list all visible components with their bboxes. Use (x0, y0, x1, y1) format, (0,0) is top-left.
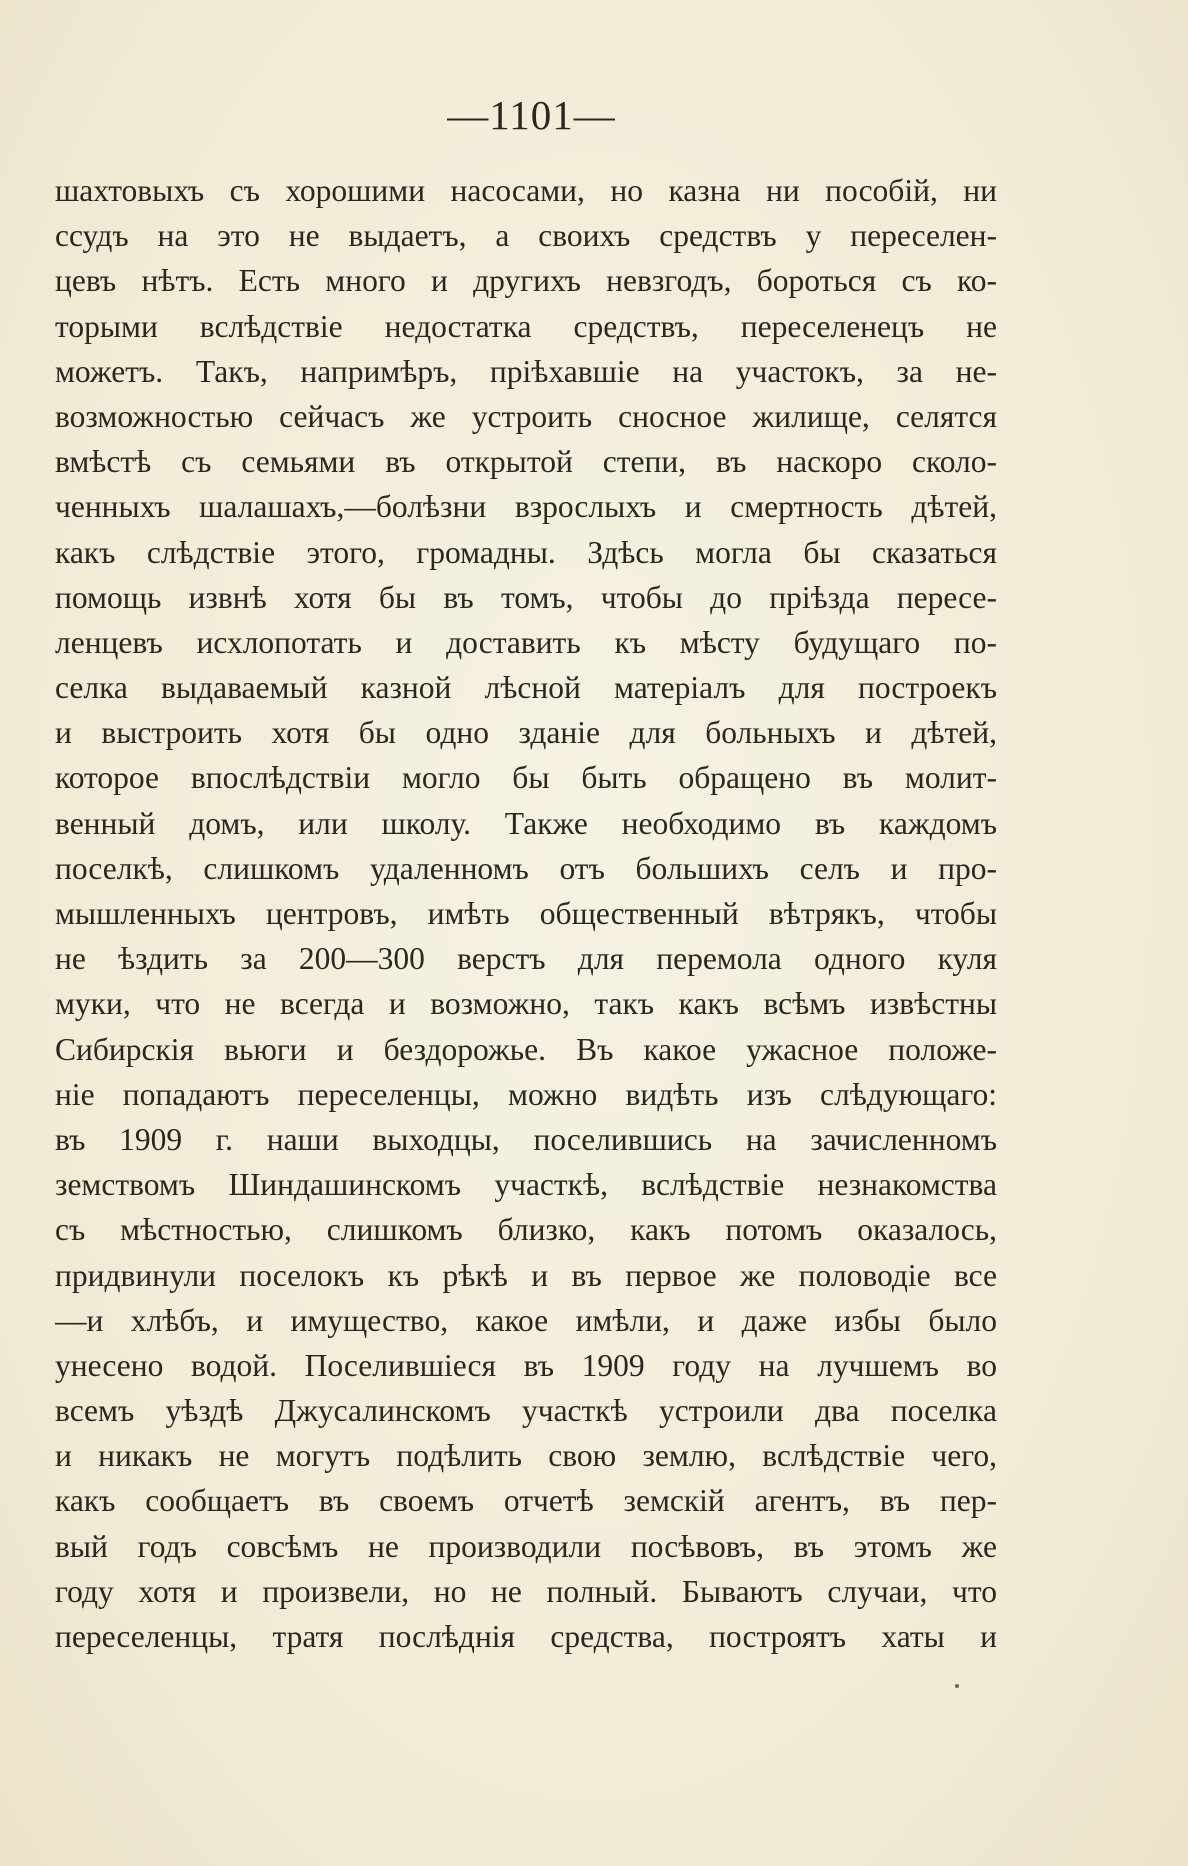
text-line: унесено водой. Поселившіеся въ 1909 году на лучшемъ во (55, 1347, 997, 1383)
text-line: муки, что не всегда и возможно, такъ какъ всѣмъ извѣстны (55, 986, 997, 1022)
text-line: торыми вслѣдствіе недостатка средствъ, переселенецъ не (55, 308, 997, 344)
text-line: всемъ уѣздѣ Джусалинскомъ участкѣ устроили два поселка (55, 1393, 997, 1429)
text-line: вмѣстѣ съ семьями въ открытой степи, въ наскоро сколо- (55, 444, 997, 480)
text-line: поселкѣ, слишкомъ удаленномъ отъ большихъ селъ и про- (55, 850, 997, 886)
text-line: можетъ. Такъ, напримѣръ, пріѣхавшіе на участокъ, за не- (55, 353, 997, 389)
text-line: селка выдаваемый казной лѣсной матеріалъ для построекъ (55, 670, 997, 706)
text-line: мышленныхъ центровъ, имѣть общественный вѣтрякъ, чтобы (55, 896, 997, 931)
text-line: ченныхъ шалашахъ,—болѣзни взрослыхъ и смертность дѣтей, (55, 489, 997, 525)
text-line: въ 1909 г. наши выходцы, поселившись на зачисленномъ (55, 1121, 997, 1157)
text-line: году хотя и произвели, но не полный. Бываютъ случаи, что (55, 1573, 997, 1609)
text-line: ленцевъ исхлопотать и доставить къ мѣсту будущаго по- (55, 624, 997, 660)
text-line: вый годъ совсѣмъ не производили посѣвовъ, въ этомъ же (55, 1528, 997, 1564)
page-number: —1101— (447, 92, 616, 138)
text-line: и никакъ не могутъ подѣлить свою землю, вслѣдствіе чего, (55, 1438, 997, 1474)
text-line: венный домъ, или школу. Также необходимо въ каждомъ (55, 805, 997, 841)
text-line: земствомъ Шиндашинскомъ участкѣ, вслѣдствіе незнакомства (55, 1167, 997, 1203)
text-line: какъ слѣдствіе этого, громадны. Здѣсь могла бы сказаться (55, 534, 997, 570)
text-line: не ѣздить за 200—300 верстъ для перемола одного куля (55, 941, 997, 977)
text-line: Сибирскія вьюги и бездорожье. Въ какое ужасное положе- (55, 1031, 997, 1067)
text-line: ссудъ на это не выдаетъ, а своихъ средствъ у переселен- (55, 218, 997, 254)
text-line: съ мѣстностью, слишкомъ близко, какъ потомъ оказалось, (55, 1212, 997, 1248)
body-text (55, 168, 997, 1659)
text-line: возможностью сейчасъ же устроить сносное жилище, селятся (55, 398, 997, 434)
text-line: придвинули поселокъ къ рѣкѣ и въ первое же половодіе все (55, 1257, 997, 1293)
text-line: какъ сообщаетъ въ своемъ отчетѣ земскій агентъ, въ пер- (55, 1483, 997, 1519)
text-line: помощь извнѣ хотя бы въ томъ, чтобы до пріѣзда пересе- (55, 579, 997, 615)
text-line: и выстроить хотя бы одно зданіе для больныхъ и дѣтей, (55, 715, 997, 751)
text-line: —и хлѣбъ, и имущество, какое имѣли, и даже избы было (55, 1302, 997, 1338)
text-line: переселенцы, тратя послѣднія средства, построятъ хаты и (55, 1619, 997, 1654)
ink-speck (955, 1684, 959, 1688)
text-line: которое впослѣдствіи могло бы быть обращено въ молит- (55, 760, 997, 796)
text-line: цевъ нѣтъ. Есть много и другихъ невзгодъ, бороться съ ко- (55, 263, 997, 299)
text-line: шахтовыхъ съ хорошими насосами, но казна ни пособій, ни (55, 173, 997, 208)
text-line: ніе попадаютъ переселенцы, можно видѣть изъ слѣдующаго: (55, 1076, 997, 1112)
